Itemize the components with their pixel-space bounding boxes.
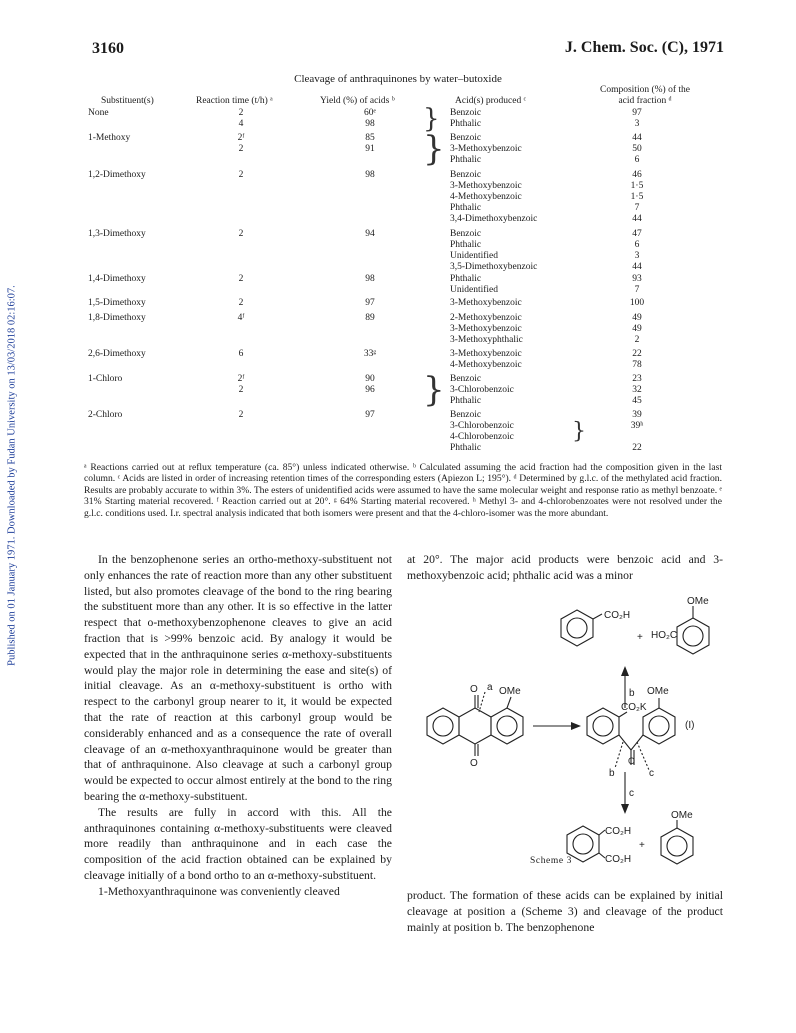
label-ome: OMe: [671, 810, 693, 821]
table-cell-composition: 100: [629, 298, 645, 308]
table-cell-acid: Phthalic: [450, 203, 482, 213]
table-cell-time: 4: [238, 119, 244, 129]
table-cell-acid: Phthalic: [450, 443, 482, 453]
table-cell-time: 2: [238, 108, 244, 118]
table-cell-composition: 7: [634, 203, 640, 213]
table-cell-acid: 3-Chlorobenzoic: [450, 385, 514, 395]
table-cell-yield: 98: [365, 274, 375, 284]
table-cell-yield: 98: [365, 119, 375, 129]
table-cell-acid: Phthalic: [450, 119, 482, 129]
label-plus: +: [639, 840, 645, 851]
table-cell-time: 2: [238, 298, 244, 308]
download-notice: Published on 01 January 1971. Downloaded by Fudan University on 13/03/2018 02:16:07.: [6, 285, 18, 666]
table-cell-acid: 3-Methoxyphthalic: [450, 335, 523, 345]
table-cell-composition: 2: [634, 335, 640, 345]
label-plus: +: [637, 632, 643, 643]
table-cell-composition: 49: [632, 313, 642, 323]
table-cell-time: 4ᶠ: [237, 313, 245, 323]
table-cell-acid: Benzoic: [450, 229, 482, 239]
table-cell-acid: 3-Methoxybenzoic: [450, 324, 522, 334]
label-o: O: [470, 758, 478, 769]
table-cell-composition: 46: [632, 170, 642, 180]
page-number: 3160: [92, 40, 124, 57]
table-cell-composition: 93: [632, 274, 642, 284]
anisole-structure: [661, 820, 693, 864]
table-cell-composition: 1·5: [630, 181, 644, 191]
table-cell-composition: 39ʰ: [630, 421, 644, 431]
table-cell-composition: 78: [632, 360, 642, 370]
table-cell-acid: Benzoic: [450, 133, 482, 143]
body-column-right-bottom: product. The formation of these acids can be explained by initial cleavage at position a (Scheme 3) and cleavage of the product mainly at position b. The benzophenone: [407, 889, 723, 934]
label-pos-a: a: [487, 682, 493, 693]
table-cell-acid: 2-Methoxybenzoic: [450, 313, 522, 323]
table-cell-composition: 39: [632, 410, 642, 420]
table-cell-time: 2: [238, 385, 244, 395]
table-cell-composition: 1·5: [630, 192, 644, 202]
table-cell-acid: Benzoic: [450, 108, 482, 118]
table-footnotes: ᵃ Reactions carried out at reflux temperature (ca. 85°) unless indicated otherwise. ᵇ Calculated assuming the acid fraction had the composition given in the last column. ᶜ Acids are listed in order of increasing retention times of the corresponding esters (Apiezon L; 195°). ᵈ Determined by g.l.c. of the methylated acid fraction. Results are probably accurate to within 3%. The esters of unidentified acids were assumed to have the same molecular weight and response ratio as methyl benzoate. ᵉ 31% Starting material recovered. ᶠ Reaction carried out at 20°. ᵍ 64% Starting material recovered. ʰ Methyl 3- and 4-chlorobenzoates were not resolved under the g.l.c. conditions used. I.r. spectral analysis indicated that both isomers were present and that the 4-chloro-isomer was the more abundant.: [84, 462, 722, 519]
table-cell-acid: Benzoic: [450, 410, 482, 420]
header-reaction-time: Reaction time (t/h) ᵃ: [196, 96, 273, 106]
header-yield: Yield (%) of acids ᵇ: [320, 96, 395, 106]
methoxybenzoic-acid-structure: [677, 606, 709, 654]
table-cell-acid: Benzoic: [450, 374, 482, 384]
table-cell-composition: 7: [634, 285, 640, 295]
table-cell-composition: 22: [632, 443, 642, 453]
table-cell-composition: 44: [632, 133, 642, 143]
table-cell-acid: Unidentified: [450, 251, 499, 261]
body-column-right-top: at 20°. The major acid products were benzoic acid and 3-methoxybenzoic acid; phthalic acid was a minor: [407, 553, 723, 582]
header-composition-2: acid fraction ᵈ: [618, 96, 672, 106]
table-cell-composition: 44: [632, 262, 642, 272]
label-o: O: [628, 756, 636, 766]
table-cell-composition: 45: [632, 396, 642, 406]
label-ome: OMe: [647, 686, 669, 697]
table-cell-composition: 97: [632, 108, 642, 118]
arrowhead: [621, 666, 629, 676]
brace: }: [423, 129, 445, 169]
table-cell-acid: 4-Methoxybenzoic: [450, 360, 522, 370]
label-pos-c: c: [629, 788, 634, 799]
header-acids: Acid(s) produced ᶜ: [455, 96, 527, 106]
table-cell-acid: 4-Methoxybenzoic: [450, 192, 522, 202]
table-cell-substituent: 1,8-Dimethoxy: [88, 313, 146, 323]
table-cell-time: 2ᶠ: [237, 374, 245, 384]
label-ho2c: HO₂C: [651, 630, 678, 641]
table-cell-yield: 97: [365, 298, 375, 308]
table-cell-substituent: None: [88, 108, 109, 118]
label-co2h: CO₂H: [605, 826, 632, 837]
table-cell-substituent: 2,6-Dimethoxy: [88, 349, 146, 359]
table-cell-acid: Phthalic: [450, 274, 482, 284]
label-o: O: [470, 684, 478, 695]
label-pos-b: b: [629, 688, 635, 699]
table-cell-acid: Benzoic: [450, 170, 482, 180]
table-cell-yield: 90: [365, 374, 375, 384]
label-ome: OMe: [499, 686, 521, 697]
table-cell-yield: 33ᵍ: [363, 349, 377, 359]
benzoic-acid-structure: [561, 610, 602, 646]
table-cell-yield: 91: [365, 144, 375, 154]
header-substituent: Substituent(s): [101, 96, 154, 106]
table-cell-substituent: 1,3-Dimethoxy: [88, 229, 146, 239]
table-cell-composition: 32: [632, 385, 642, 395]
journal-reference: J. Chem. Soc. (C), 1971: [564, 39, 724, 56]
phthalic-acid-structure: [567, 826, 605, 862]
table-cell-yield: 85: [365, 133, 375, 143]
table-cell-substituent: 1,4-Dimethoxy: [88, 274, 146, 284]
table-cell-yield: 98: [365, 170, 375, 180]
table-cell-substituent: 1-Methoxy: [88, 133, 131, 143]
table-cell-acid: Phthalic: [450, 240, 482, 250]
scheme-caption: Scheme 3: [530, 856, 572, 866]
table-cell-time: 6: [238, 349, 244, 359]
table-cell-yield: 94: [365, 229, 375, 239]
label-co2h: CO₂H: [605, 854, 632, 865]
table-cell-composition: 47: [632, 229, 642, 239]
table-cell-composition: 23: [632, 374, 642, 384]
arrowhead: [621, 804, 629, 814]
label-pos-b: b: [609, 768, 615, 779]
table-cell-acid: 3-Methoxybenzoic: [450, 298, 522, 308]
arrowhead: [571, 722, 581, 730]
paragraph: 1-Methoxyanthraquinone was conveniently cleaved: [98, 884, 340, 898]
table-cell-acid: 3-Chlorobenzoic: [450, 421, 514, 431]
body-column-left: [84, 552, 392, 900]
table-cell-time: 2: [238, 274, 244, 284]
table-cell-composition: 50: [632, 144, 642, 154]
table-cell-substituent: 1,5-Dimethoxy: [88, 298, 146, 308]
table-cell-substituent: 1-Chloro: [88, 374, 123, 384]
table-cell-composition: 3: [634, 119, 640, 129]
table-cell-acid: 3-Methoxybenzoic: [450, 349, 522, 359]
table-cell-yield: 60ᵉ: [364, 108, 376, 118]
scheme-3-diagram: [405, 590, 725, 890]
brace: }: [423, 104, 440, 134]
table-cell-yield: 89: [365, 313, 375, 323]
label-co2k: CO₂K: [621, 702, 647, 713]
label-ome: OMe: [687, 596, 709, 607]
table-cell-acid: 3,4-Dimethoxybenzoic: [450, 214, 538, 224]
table-cell-acid: 3-Methoxybenzoic: [450, 181, 522, 191]
table-cell-composition: 3: [634, 251, 640, 261]
table-cell-acid: Phthalic: [450, 396, 482, 406]
table-cell-yield: 96: [365, 385, 375, 395]
table-cell-acid: Phthalic: [450, 155, 482, 165]
table-cell-acid: 3-Methoxybenzoic: [450, 144, 522, 154]
label-co2h: CO₂H: [604, 610, 631, 621]
label-pos-c: c: [649, 768, 654, 779]
table-cell-composition: 49: [632, 324, 642, 334]
table-cell-time: 2: [238, 229, 244, 239]
table-cell-time: 2ᶠ: [237, 133, 245, 143]
table-cell-composition: 44: [632, 214, 642, 224]
label-compound-i: (I): [685, 720, 695, 731]
table-title: Cleavage of anthraquinones by water–butoxide: [294, 73, 502, 85]
table-cell-composition: 6: [634, 155, 640, 165]
brace: }: [423, 370, 445, 410]
table-cell-time: 2: [238, 410, 244, 420]
table-cell-time: 2: [238, 170, 244, 180]
table-cell-yield: 97: [365, 410, 375, 420]
methoxyanthraquinone-structure: [427, 692, 523, 756]
header-composition: Composition (%) of the: [600, 85, 690, 95]
paragraph: In the benzophenone series an ortho-methoxy-substituent not only enhances the rate of reaction more than any other substituent listed, but also promotes cleavage of the bond to the ring bearing the substituent more than any other. It is so effective in the latter respect that o-methoxybenzophenone cleaves to give an acid fraction that is >99% benzoic acid. By analogy it would be expected that in the anthraquinone series α-methoxy-substituents would play the major role in determining the ease and site(s) of initial cleavage. As an α-methoxy-substituent is ortho with respect to the carbonyl group nearer to it, it would be expected that the rate of reaction at this carbonyl group would be considerably enhanced and as a consequence the rate of overall cleavage of an α-methoxyanthraquinone would be greater than that of anthraquinone. Also cleavage at such a carbonyl group would be expected to occur almost entirely at the bond to the ring bearing the α-methoxy-substituent.: [84, 553, 392, 803]
table-cell-substituent: 1,2-Dimethoxy: [88, 170, 146, 180]
table-cell-acid: Unidentified: [450, 285, 499, 295]
paragraph: The results are fully in accord with this. All the anthraquinones containing α-methoxy-substituents were cleaved more readily than anthraquinone and in each case the composition of the acid fraction obtained can be explained by cleavage initially of a bond ortho to an α-methoxy-substituent.: [84, 805, 392, 882]
table-cell-composition: 6: [634, 240, 640, 250]
table-cell-acid: 3,5-Dimethoxybenzoic: [450, 262, 538, 272]
brace: }: [572, 419, 586, 444]
table-cell-substituent: 2-Chloro: [88, 410, 123, 420]
table-cell-composition: 22: [632, 349, 642, 359]
table-cell-acid: 4-Chlorobenzoic: [450, 432, 514, 442]
table-cell-time: 2: [238, 144, 244, 154]
